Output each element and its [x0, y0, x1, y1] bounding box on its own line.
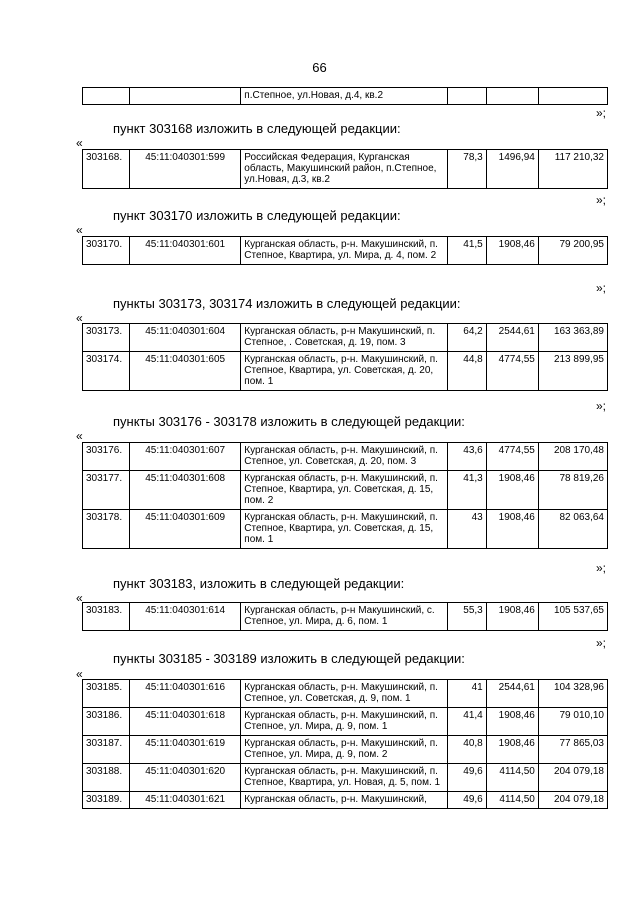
registry-table: [82, 442, 608, 549]
opening-quote: «: [76, 429, 83, 443]
value-cell: 163 363,89: [538, 324, 607, 352]
closing-quote: »;: [596, 399, 607, 413]
address-cell: Курганская область, р-н. Макушинский, п. Степное, Квартира, ул. Советская, д. 20, пом. 1: [241, 352, 447, 391]
area-cell: [447, 88, 486, 105]
price-cell: 1908,46: [486, 603, 538, 631]
value-cell: 204 079,18: [538, 792, 607, 809]
price-cell: 4114,50: [486, 792, 538, 809]
closing-quote: »;: [596, 636, 607, 650]
row-number-cell: 303170.: [83, 237, 130, 265]
table-row: [83, 443, 608, 471]
row-number-cell: 303174.: [83, 352, 130, 391]
value-cell: 82 063,64: [538, 510, 607, 549]
value-cell: 77 865,03: [538, 736, 607, 764]
address-cell: Курганская область, р-н. Макушинский, п. Степное, ул. Мира, д. 9, пом. 1: [241, 708, 447, 736]
price-cell: 2544,61: [486, 680, 538, 708]
table-row: [83, 150, 608, 189]
cadastral-number-cell: 45:11:040301:604: [130, 324, 241, 352]
area-cell: 41,5: [447, 237, 486, 265]
address-cell: Курганская область, р-н. Макушинский, п. Степное, Квартира, ул. Советская, д. 15, пом. 1: [241, 510, 447, 549]
continuation-table: [82, 87, 608, 105]
opening-quote: «: [76, 136, 83, 150]
price-cell: 1908,46: [486, 510, 538, 549]
closing-quote: »;: [596, 106, 607, 120]
value-cell: 213 899,95: [538, 352, 607, 391]
opening-quote: «: [76, 667, 83, 681]
area-cell: 41,3: [447, 471, 486, 510]
price-cell: 4774,55: [486, 352, 538, 391]
address-cell: Курганская область, р-н. Макушинский,: [241, 792, 447, 809]
row-number-cell: 303173.: [83, 324, 130, 352]
area-cell: 41: [447, 680, 486, 708]
row-number-cell: 303186.: [83, 708, 130, 736]
address-cell: Курганская область, р-н Макушинский, с. Степное, ул. Мира, д. 6, пом. 1: [241, 603, 447, 631]
opening-quote: «: [76, 311, 83, 325]
table-row: [83, 352, 608, 391]
table-row: [83, 708, 608, 736]
address-cell: Российская Федерация, Курганская область, Макушинский район, п.Степное, ул.Новая, д.3, кв.2: [241, 150, 447, 189]
cadastral-number-cell: 45:11:040301:609: [130, 510, 241, 549]
row-number-cell: 303189.: [83, 792, 130, 809]
row-number-cell: 303177.: [83, 471, 130, 510]
section-instruction: пункт 303170 изложить в следующей редакции:: [113, 208, 401, 223]
price-cell: 1908,46: [486, 237, 538, 265]
value-cell: 79 010,10: [538, 708, 607, 736]
value-cell: 105 537,65: [538, 603, 607, 631]
cadastral-number-cell: 45:11:040301:601: [130, 237, 241, 265]
address-cell: Курганская область, р-н. Макушинский, п. Степное, ул. Советская, д. 9, пом. 1: [241, 680, 447, 708]
closing-quote: »;: [596, 281, 607, 295]
area-cell: 64,2: [447, 324, 486, 352]
area-cell: 44,8: [447, 352, 486, 391]
row-number-cell: 303183.: [83, 603, 130, 631]
section-instruction: пункты 303173, 303174 изложить в следующей редакции:: [113, 296, 461, 311]
price-cell: 4774,55: [486, 443, 538, 471]
table-row: [83, 792, 608, 809]
page-number: 66: [312, 60, 327, 75]
price-cell: 1496,94: [486, 150, 538, 189]
table-row: [83, 764, 608, 792]
value-cell: 208 170,48: [538, 443, 607, 471]
table-row: [83, 736, 608, 764]
address-cell: Курганская область, р-н. Макушинский, п. Степное, Квартира, ул. Мира, д. 4, пом. 2: [241, 237, 447, 265]
opening-quote: «: [76, 223, 83, 237]
table-row: [83, 603, 608, 631]
row-number-cell: 303185.: [83, 680, 130, 708]
area-cell: 41,4: [447, 708, 486, 736]
cadastral-number-cell: 45:11:040301:614: [130, 603, 241, 631]
closing-quote: »;: [596, 193, 607, 207]
section-instruction: пункты 303185 - 303189 изложить в следующей редакции:: [113, 651, 465, 666]
row-number-cell: 303187.: [83, 736, 130, 764]
address-cell: Курганская область, р-н. Макушинский, п. Степное, ул. Мира, д. 9, пом. 2: [241, 736, 447, 764]
address-cell: Курганская область, р-н. Макушинский, п. Степное, Квартира, ул. Советская, д. 15, пом. 2: [241, 471, 447, 510]
area-cell: 43: [447, 510, 486, 549]
row-number-cell: [83, 88, 130, 105]
registry-table: [82, 323, 608, 391]
area-cell: 49,6: [447, 764, 486, 792]
area-cell: 43,6: [447, 443, 486, 471]
table-row: [83, 680, 608, 708]
value-cell: 78 819,26: [538, 471, 607, 510]
cadastral-number-cell: 45:11:040301:599: [130, 150, 241, 189]
value-cell: 204 079,18: [538, 764, 607, 792]
table-row: [83, 324, 608, 352]
table-row: [83, 510, 608, 549]
row-number-cell: 303176.: [83, 443, 130, 471]
cadastral-number-cell: 45:11:040301:605: [130, 352, 241, 391]
cadastral-number-cell: 45:11:040301:619: [130, 736, 241, 764]
value-cell: [538, 88, 607, 105]
price-cell: 2544,61: [486, 324, 538, 352]
cadastral-number-cell: 45:11:040301:608: [130, 471, 241, 510]
area-cell: 49,6: [447, 792, 486, 809]
section-instruction: пункты 303176 - 303178 изложить в следующей редакции:: [113, 414, 465, 429]
value-cell: 104 328,96: [538, 680, 607, 708]
price-cell: 4114,50: [486, 764, 538, 792]
value-cell: 79 200,95: [538, 237, 607, 265]
area-cell: 78,3: [447, 150, 486, 189]
address-cell: Курганская область, р-н Макушинский, п. Степное, . Советская, д. 19, пом. 3: [241, 324, 447, 352]
row-number-cell: 303188.: [83, 764, 130, 792]
price-cell: 1908,46: [486, 736, 538, 764]
value-cell: 117 210,32: [538, 150, 607, 189]
price-cell: 1908,46: [486, 708, 538, 736]
area-cell: 55,3: [447, 603, 486, 631]
table-row: [83, 88, 608, 105]
address-cell: Курганская область, р-н. Макушинский, п. Степное, ул. Советская, д. 20, пом. 3: [241, 443, 447, 471]
price-cell: 1908,46: [486, 471, 538, 510]
cadastral-number-cell: [130, 88, 241, 105]
registry-table: [82, 602, 608, 631]
cadastral-number-cell: 45:11:040301:621: [130, 792, 241, 809]
registry-table: [82, 236, 608, 265]
address-cell: Курганская область, р-н. Макушинский, п. Степное, Квартира, ул. Новая, д. 5, пом. 1: [241, 764, 447, 792]
table-row: [83, 237, 608, 265]
address-cell: п.Степное, ул.Новая, д.4, кв.2: [241, 88, 447, 105]
cadastral-number-cell: 45:11:040301:607: [130, 443, 241, 471]
cadastral-number-cell: 45:11:040301:616: [130, 680, 241, 708]
table-row: [83, 471, 608, 510]
row-number-cell: 303178.: [83, 510, 130, 549]
registry-table: [82, 679, 608, 809]
closing-quote: »;: [596, 561, 607, 575]
cadastral-number-cell: 45:11:040301:620: [130, 764, 241, 792]
area-cell: 40,8: [447, 736, 486, 764]
opening-quote: «: [76, 591, 83, 605]
cadastral-number-cell: 45:11:040301:618: [130, 708, 241, 736]
row-number-cell: 303168.: [83, 150, 130, 189]
registry-table: [82, 149, 608, 189]
section-instruction: пункт 303168 изложить в следующей редакции:: [113, 121, 401, 136]
section-instruction: пункт 303183, изложить в следующей редакции:: [113, 576, 405, 591]
price-cell: [486, 88, 538, 105]
